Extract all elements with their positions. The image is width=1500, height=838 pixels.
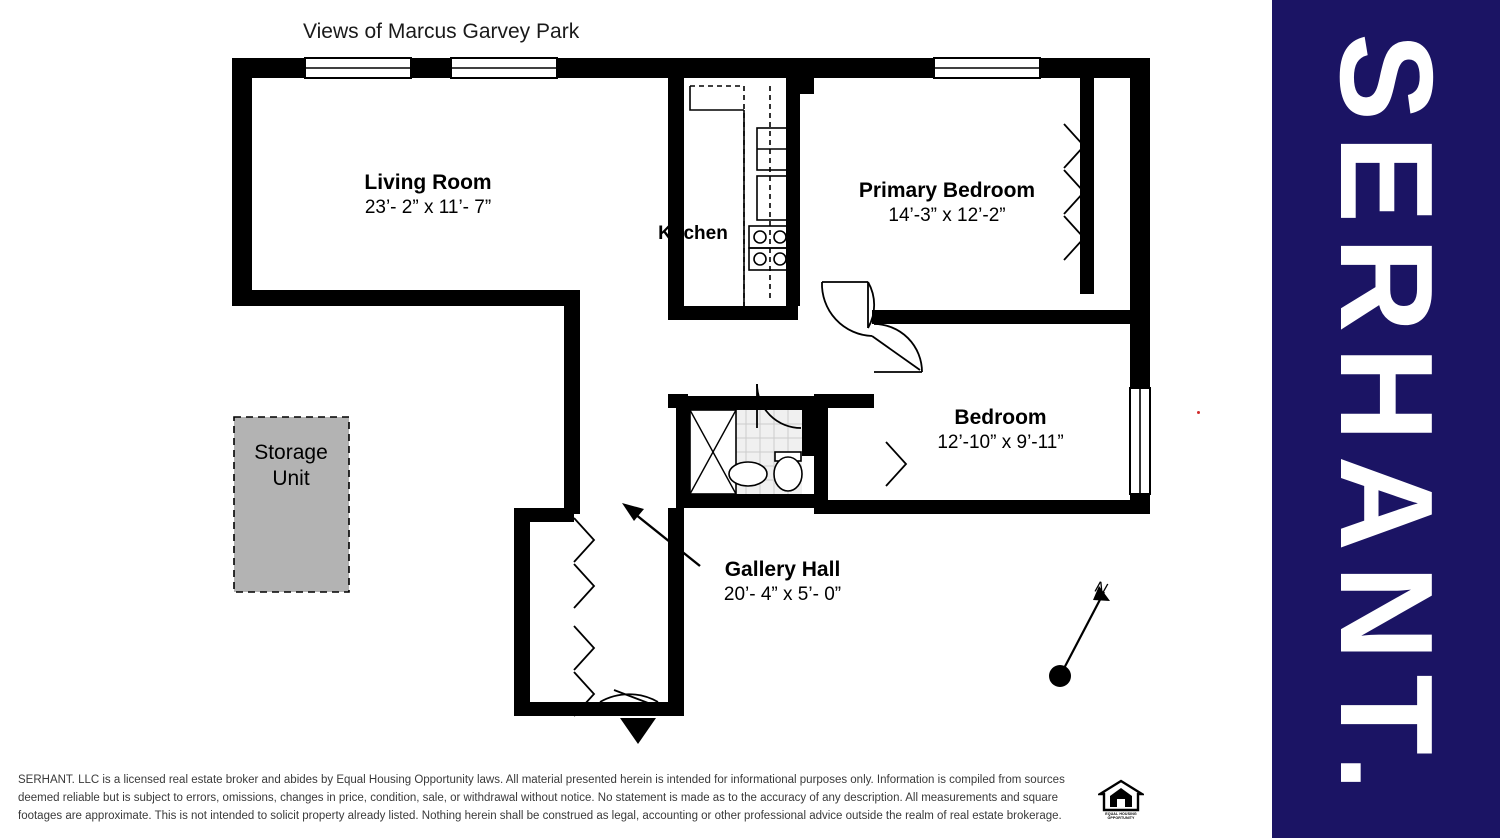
primary-bedroom-dimensions: 14’-3” x 12’-2” bbox=[888, 204, 1006, 226]
walls bbox=[232, 58, 1150, 716]
bathroom-fixtures bbox=[690, 410, 802, 494]
red-dot-marker bbox=[1197, 411, 1200, 414]
room-label-storage-unit bbox=[236, 440, 346, 491]
serhant-brand-panel bbox=[1272, 0, 1500, 838]
kitchen-fixtures bbox=[690, 86, 791, 320]
room-label-kitchen bbox=[613, 222, 773, 245]
eho-caption-line2: OPPORTUNITY bbox=[1107, 816, 1135, 821]
eho-caption bbox=[1098, 812, 1144, 821]
compass-north-label: N bbox=[1092, 578, 1110, 599]
eho-caption-line1: EQUAL HOUSING bbox=[1105, 812, 1137, 816]
living-room-name: Living Room bbox=[364, 171, 492, 194]
storage-unit-name-line1: Storage bbox=[254, 441, 328, 464]
bedroom-dimensions: 12’-10” x 9’-11” bbox=[937, 431, 1064, 453]
compass bbox=[1049, 586, 1110, 687]
entry-marker bbox=[620, 718, 656, 744]
serhant-brand-wordmark: SERHANT. bbox=[1313, 32, 1460, 806]
page-title: Views of Marcus Garvey Park bbox=[303, 20, 580, 43]
storage-unit-name-line2: Unit bbox=[272, 466, 310, 490]
living-room-dimensions: 23’- 2” x 11’- 7” bbox=[364, 196, 492, 218]
gallery-hall-dimensions: 20’- 4” x 5’- 0” bbox=[723, 583, 842, 605]
room-label-gallery-hall bbox=[665, 557, 900, 606]
kitchen-name: Kitchen bbox=[658, 223, 728, 244]
room-label-primary-bedroom bbox=[810, 178, 1084, 227]
bedroom-name: Bedroom bbox=[954, 406, 1047, 429]
primary-bedroom-name: Primary Bedroom bbox=[858, 179, 1036, 202]
equal-housing-opportunity-icon bbox=[1098, 779, 1144, 823]
room-label-bedroom bbox=[878, 405, 1123, 454]
gallery-hall-name: Gallery Hall bbox=[724, 558, 841, 581]
legal-disclaimer: SERHANT. LLC is a licensed real estate broker and abides by Equal Housing Opportunity laws. All material presented herein is intended for informational purposes only. Information is compiled from sources deemed reliable but is subject to errors, omissions, changes in price, condition, sale, or withdrawal without notice. No statement is made as to the accuracy of any description. All measurements and square footages are approximate. This is not intended to solicit property already listed. Nothing herein shall be construed as legal, accounting or other professional advice outside the realm of real estate brokerage. bbox=[18, 774, 1065, 822]
room-label-living-room bbox=[278, 170, 578, 219]
